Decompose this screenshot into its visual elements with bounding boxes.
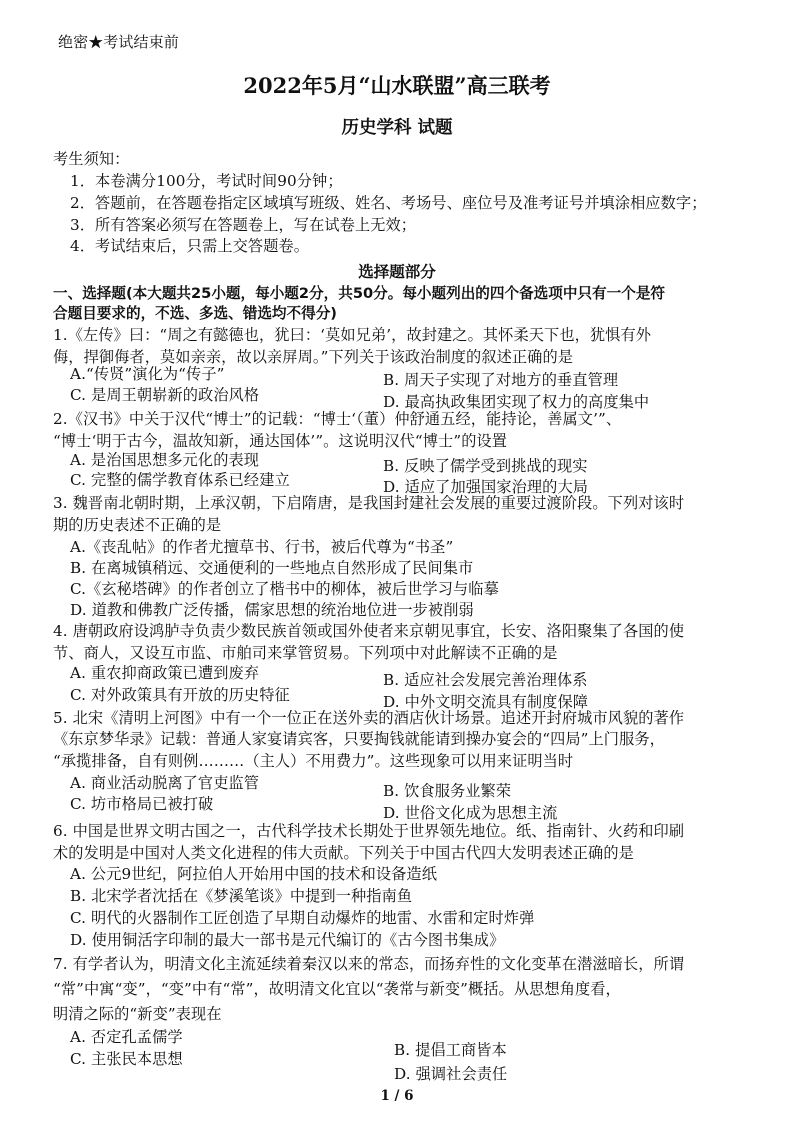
q1-option-d[interactable]: D. 最高执政集团实现了权力的高度集中 — [383, 393, 650, 411]
q7-stem-line3: 明清之际的“新变”表现在 — [53, 1005, 222, 1023]
q1-option-c[interactable]: C. 是周王朝崭新的政治风格 — [70, 386, 260, 404]
q4-option-c[interactable]: C. 对外政策具有开放的历史特征 — [70, 686, 290, 704]
q3-option-a[interactable]: A.《丧乱帖》的作者尤擅草书、行书，被后代尊为“书圣” — [70, 538, 454, 556]
q6-stem-line1: 6. 中国是世界文明古国之一，古代科学技术长期处于世界领先地位。纸、指南针、火药和印刷 — [53, 822, 685, 840]
q1-stem-line2: 侮，捍御侮者，莫如亲亲，故以亲屏周。”下列关于该政治制度的叙述正确的是 — [53, 348, 574, 366]
q4-stem-line1: 4. 唐朝政府设鸿胪寺负责少数民族首领或国外使者来京朝见事宜，长安、洛阳聚集了各国的使 — [53, 622, 685, 640]
q2-stem-line2: “博士‘明于古今，温故知新，通达国体’”。这说明汉代“博士”的设置 — [53, 432, 508, 450]
q2-stem-line1: 2.《汉书》中关于汉代“博士”的记载：“博士‘（董）仲舒通五经，能持论，善属文’”、 — [53, 410, 622, 428]
q1-option-b[interactable]: B. 周天子实现了对地方的垂直管理 — [383, 371, 619, 389]
section-intro-line2: 合题目要求的，不选、多选、错选均不得分) — [53, 305, 337, 322]
q5-option-c[interactable]: C. 坊市格局已被打破 — [70, 795, 214, 813]
page-number: 1 / 6 — [380, 1088, 414, 1104]
q6-option-a[interactable]: A. 公元9世纪，阿拉伯人开始用中国的技术和设备造纸 — [70, 865, 438, 883]
page-title: 2022年5月“山水联盟”高三联考 — [243, 73, 551, 98]
page-subtitle: 历史学科 试题 — [341, 118, 453, 138]
notes-item-3: 3．所有答案必须写在答题卷上，写在试卷上无效； — [70, 216, 417, 234]
q4-option-b[interactable]: B. 适应社会发展完善治理体系 — [383, 671, 588, 689]
confidential-label: 绝密★考试结束前 — [58, 33, 179, 51]
q7-option-c[interactable]: C. 主张民本思想 — [70, 1050, 183, 1068]
q7-option-d[interactable]: D. 强调社会责任 — [394, 1065, 508, 1083]
notes-item-2: 2．答题前，在答题卷指定区域填写班级、姓名、考场号、座位号及准考证号并填涂相应数字； — [70, 194, 707, 212]
q3-option-b[interactable]: B. 在离城镇稍远、交通便利的一些地点自然形成了民间集市 — [70, 559, 474, 577]
notes-heading: 考生须知： — [53, 150, 130, 168]
q2-option-a[interactable]: A. 是治国思想多元化的表现 — [70, 451, 260, 469]
notes-item-4: 4．考试结束后，只需上交答题卷。 — [70, 237, 310, 255]
q4-option-d[interactable]: D. 中外文明交流具有制度保障 — [383, 693, 589, 711]
q5-stem-line1: 5. 北宋《清明上河图》中有一个一位正在送外卖的酒店伙计场景。追述开封府城市风貌的著作 — [53, 709, 685, 727]
q3-stem-line1: 3. 魏晋南北朝时期，上承汉朝，下启隋唐，是我国封建社会发展的重要过渡阶段。下列对该时 — [53, 494, 685, 512]
q6-option-d[interactable]: D. 使用铜活字印制的最大一部书是元代编订的《古今图书集成》 — [70, 931, 505, 949]
q4-stem-line2: 节、商人，又设互市监、市舶司来掌管贸易。下列项中对此解读不正确的是 — [53, 644, 558, 662]
q7-stem-line2: “常”中寓“变”，“变”中有“常”，故明清文化宜以“袭常与新变”概括。从思想角度看， — [53, 980, 621, 998]
q3-stem-line2: 期的历史表述不正确的是 — [53, 516, 222, 534]
q2-option-c[interactable]: C. 完整的儒学教育体系已经建立 — [70, 471, 290, 489]
q6-option-b[interactable]: B. 北宋学者沈括在《梦溪笔谈》中提到一种指南鱼 — [70, 887, 413, 905]
q1-stem-line1: 1.《左传》曰：“周之有懿德也，犹曰：‘莫如兄弟’，故封建之。其怀柔天下也，犹惧有外 — [53, 326, 652, 344]
q3-option-c[interactable]: C.《玄秘塔碑》的作者创立了楷书中的柳体，被后世学习与临摹 — [70, 580, 499, 598]
q2-option-d[interactable]: D. 适应了加强国家治理的大局 — [383, 478, 589, 496]
q5-option-b[interactable]: B. 饮食服务业繁荣 — [383, 782, 512, 800]
q7-option-a[interactable]: A. 否定孔孟儒学 — [70, 1028, 183, 1046]
q6-stem-line2: 术的发明是中国对人类文化进程的伟大贡献。下列关于中国古代四大发明表述正确的是 — [53, 844, 634, 862]
q5-stem-line3: “承揽排备，自有则例………（主人）不用费力”。这些现象可以用来证明当时 — [53, 752, 574, 770]
section-title: 选择题部分 — [358, 262, 436, 281]
notes-item-1: 1．本卷满分100分，考试时间90分钟； — [70, 172, 343, 190]
q6-option-c[interactable]: C. 明代的火器制作工匠创造了早期自动爆炸的地雷、水雷和定时炸弹 — [70, 909, 535, 927]
q3-option-d[interactable]: D. 道教和佛教广泛传播，儒家思想的统治地位进一步被削弱 — [70, 601, 474, 619]
q7-stem-line1: 7. 有学者认为，明清文化主流延续着秦汉以来的常态，而扬弃性的文化变革在潜滋暗长，所谓 — [53, 955, 685, 973]
q4-option-a[interactable]: A. 重农抑商政策已遭到废弃 — [70, 664, 260, 682]
q5-stem-line2: 《东京梦华录》记载：普通人家宴请宾客，只要掏钱就能请到操办宴会的“四局”上门服务， — [53, 730, 665, 748]
q5-option-a[interactable]: A. 商业活动脱离了官吏监管 — [70, 774, 260, 792]
section-intro-line1: 一、选择题(本大题共25小题，每小题2分，共50分。每小题列出的四个备选项中只有一个是符 — [53, 285, 666, 302]
q1-option-a[interactable]: A.“传贤”演化为“传子” — [70, 365, 225, 383]
q2-option-b[interactable]: B. 反映了儒学受到挑战的现实 — [383, 457, 588, 475]
q5-option-d[interactable]: D. 世俗文化成为思想主流 — [383, 804, 558, 822]
q7-option-b[interactable]: B. 提倡工商皆本 — [394, 1041, 507, 1059]
